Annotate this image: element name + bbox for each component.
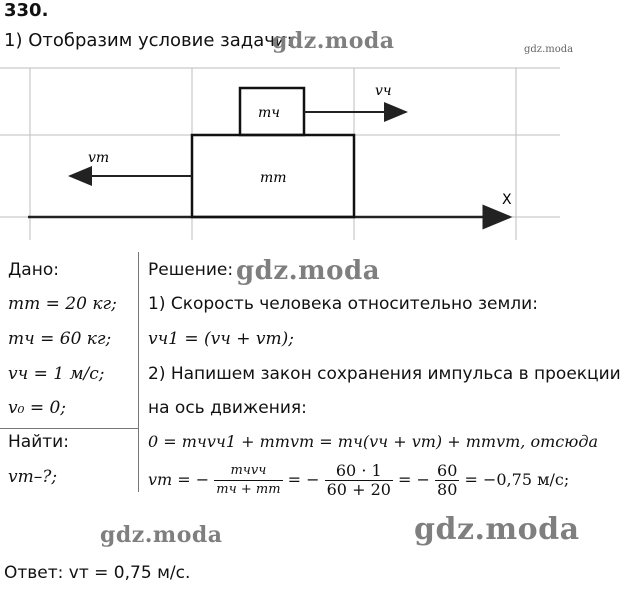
watermark-small: gdz.moda <box>524 44 574 55</box>
fraction-numerator: 60 · 1 <box>325 462 393 481</box>
watermark: gdz.moda <box>100 522 223 548</box>
given-divider <box>138 252 139 492</box>
solution-line: 2) Напишем закон сохранения импульса в проекции <box>148 364 621 384</box>
fraction-denominator: mч + mт <box>216 482 281 497</box>
find-title: Найти: <box>8 432 69 452</box>
answer: Ответ: vт = 0,75 м/с. <box>4 563 191 583</box>
solution-line: на ось движения: <box>148 398 307 418</box>
fraction-numerator: mчvч <box>214 462 282 481</box>
fraction <box>325 462 393 499</box>
watermark: gdz.moda <box>272 28 395 54</box>
given-title: Дано: <box>8 260 59 280</box>
formula-equals: = − <box>287 470 320 489</box>
solution-line: 1) Скорость человека относительно земли: <box>148 294 538 314</box>
person-block-label: mч <box>258 105 280 121</box>
fraction-denominator: 60 + 20 <box>326 480 391 499</box>
step1-text: 1) Отобразим условие задачи: <box>4 30 293 51</box>
fraction <box>435 462 459 499</box>
solution-formula <box>148 462 569 499</box>
formula-lhs: vт = − <box>148 470 210 489</box>
find-divider <box>0 428 138 429</box>
fraction <box>214 462 282 499</box>
formula-equals: = − <box>398 470 430 489</box>
axis-label: X <box>502 192 512 208</box>
person-velocity-label: vч <box>375 83 392 99</box>
cart-block-label: mт <box>260 170 287 186</box>
diagram <box>0 55 626 245</box>
watermark: gdz.moda <box>414 512 580 547</box>
grid <box>0 68 560 240</box>
formula-result: = −0,75 м/с; <box>464 470 570 489</box>
watermark: gdz.moda <box>236 256 381 286</box>
cart-velocity-label: vт <box>88 150 110 166</box>
find-item: vт–?; <box>8 467 58 487</box>
problem-number: 330. <box>4 0 49 21</box>
given-item: v₀ = 0; <box>8 398 67 418</box>
given-item: vч = 1 м/с; <box>8 364 105 384</box>
solution-line: vч1 = (vч + vт); <box>148 329 294 349</box>
solution-line: 0 = mчvч1 + mтvт = mч(vч + vт) + mтvт, отсюда <box>148 432 598 451</box>
fraction-denominator: 80 <box>437 480 458 499</box>
fraction-numerator: 60 <box>437 461 458 480</box>
solution-title: Решение: <box>148 260 234 280</box>
given-item: mч = 60 кг; <box>8 329 112 349</box>
given-item: mт = 20 кг; <box>8 294 117 314</box>
